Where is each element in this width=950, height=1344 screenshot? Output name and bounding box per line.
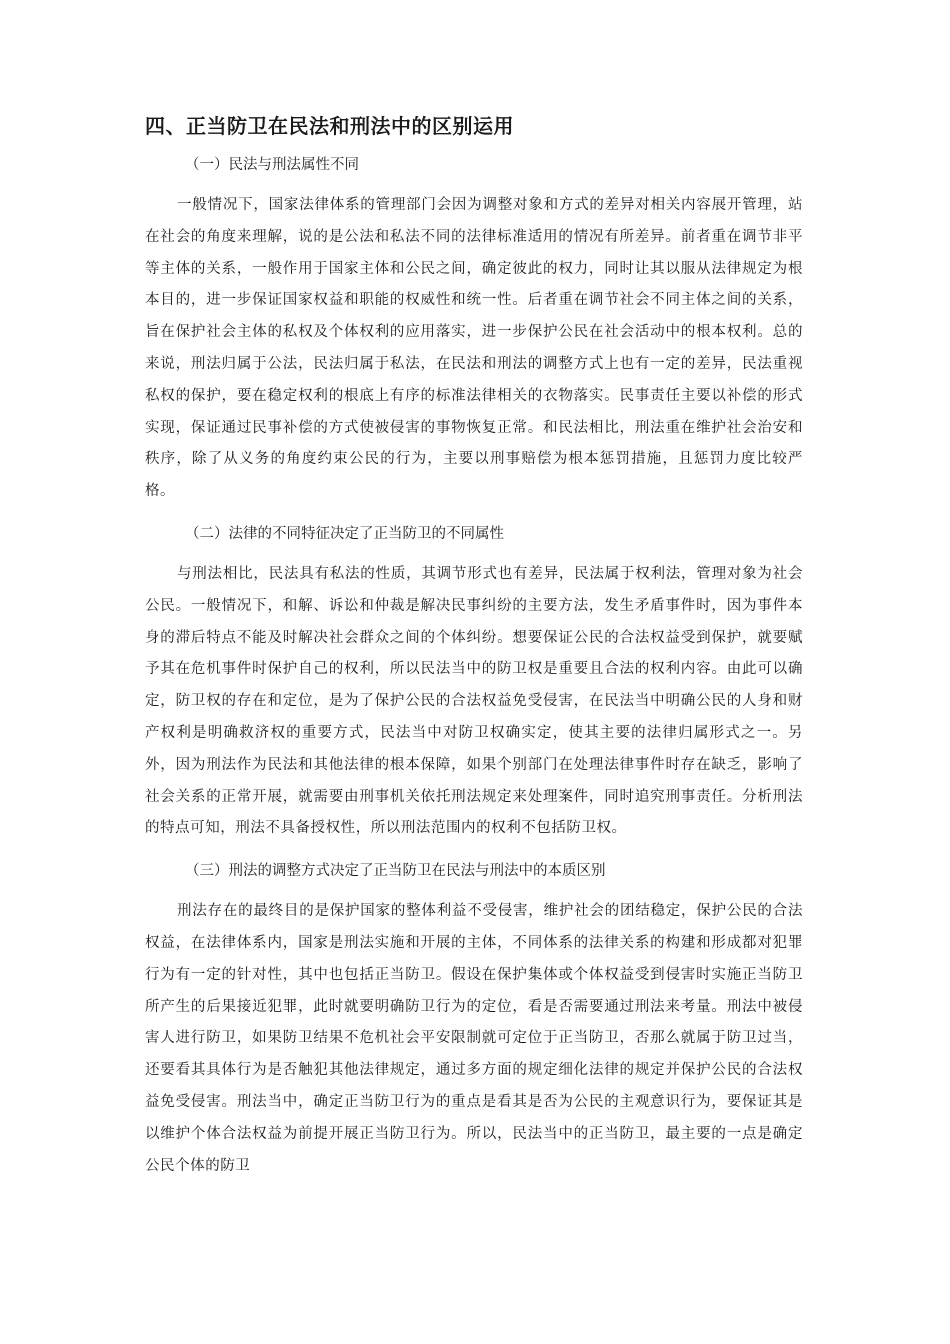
subheading-1: （一）民法与刑法属性不同 bbox=[185, 157, 359, 173]
paragraph-3: 刑法存在的最终目的是保护国家的整体利益不受侵害，维护社会的团结稳定，保护公民的合法权益，在法律体系内，国家是刑法实施和开展的主体，不同体系的法律关系的构建和形成都对犯罪行为有一定的针对性，其中也包括正当防卫。假设在保护集体或个体权益受到侵害时实施正当防卫所产生的后果接近犯罪，此时就要明确防卫行为的定位，看是否需要通过刑法来考量。刑法中被侵害人进行防卫，如果防卫结果不危机社会平安限制就可定位于正当防卫，否那么就属于防卫过当，还要看其具体行为是否触犯其他法律规定，通过多方面的规定细化法律的规定并保护公民的合法权益免受侵害。刑法当中，确定正当防卫行为的重点是看其是否为公民的主观意识行为，要保证其是以维护个体合法权益为前提开展正当防卫行为。所以，民法当中的正当防卫，最主要的一点是确定公民个体的防卫 bbox=[145, 903, 803, 1174]
paragraph-1: 一般情况下，国家法律体系的管理部门会因为调整对象和方式的差异对相关内容展开管理，站在社会的角度来理解，说的是公法和私法不同的法律标准适用的情况有所差异。前者重在调节非平等主体的关系，一般作用于国家主体和公民之间，确定彼此的权力，同时让其以服从法律规定为根本目的，进一步保证国家权益和职能的权威性和统一性。后者重在调节社会不同主体之间的关系，旨在保护社会主体的私权及个体权利的应用落实，进一步保护公民在社会活动中的根本权利。总的来说，刑法归属于公法，民法归属于私法，在民法和刑法的调整方式上也有一定的差异，民法重视私权的保护，要在稳定权利的根底上有序的标准法律相关的衣物落实。民事责任主要以补偿的形式实现，保证通过民事补偿的方式使被侵害的事物恢复正常。和民法相比，刑法重在维护社会治安和秩序，除了从义务的角度约束公民的行为，主要以刑事赔偿为根本惩罚措施，且惩罚力度比较严格。 bbox=[145, 197, 803, 500]
subheading-2: （二）法律的不同特征决定了正当防卫的不同属性 bbox=[185, 525, 504, 542]
subheading-3: （三）刑法的调整方式决定了正当防卫在民法与刑法中的本质区别 bbox=[185, 863, 606, 880]
paragraph-2: 与刑法相比，民法具有私法的性质，其调节形式也有差异，民法属于权利法，管理对象为社会公民。一般情况下，和解、诉讼和仲裁是解决民事纠纷的主要方法，发生矛盾事件时，因为事件本身的滞后特点不能及时解决社会群众之间的个体纠纷。想要保证公民的合法权益受到保护，就要赋予其在危机事件时保护自己的权利，所以民法当中的防卫权是重要且合法的权利内容。由此可以确定，防卫权的存在和定位，是为了保护公民的合法权益免受侵害，在民法当中明确公民的人身和财产权利是明确救济权的重要方式，民法当中对防卫权确实定，使其主要的法律归属形式之一。另外，因为刑法作为民法和其他法律的根本保障，如果个别部门在处理法律事件时存在缺乏，影响了社会关系的正常开展，就需要由刑事机关依托刑法规定来处理案件，同时追究刑事责任。分析刑法的特点可知，刑法不具备授权性，所以刑法范围内的权利不包括防卫权。 bbox=[145, 565, 803, 837]
section-heading: 四、正当防卫在民法和刑法中的区别运用 bbox=[145, 114, 514, 138]
document-page bbox=[145, 112, 803, 1182]
